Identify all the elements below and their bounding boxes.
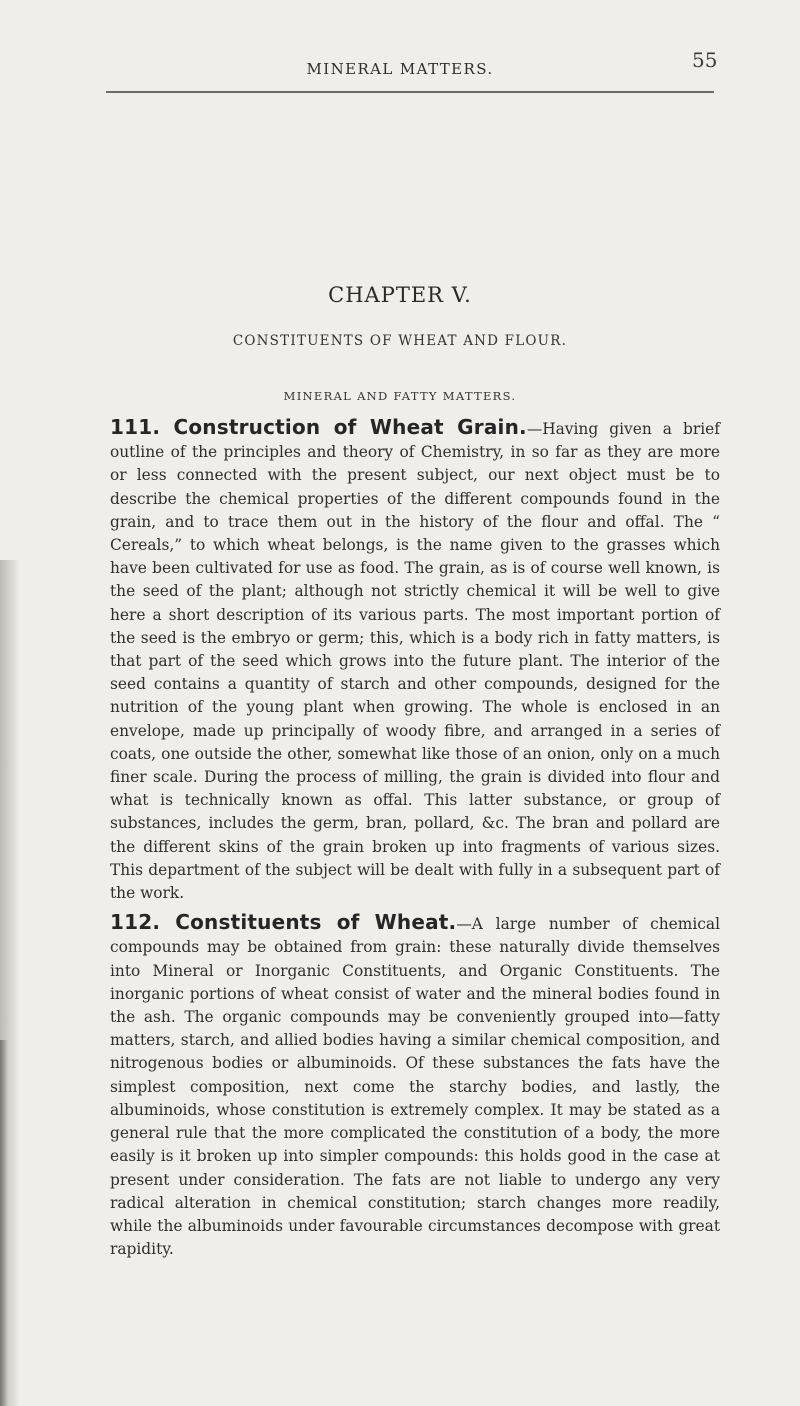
subsection-title: MINERAL AND FATTY MATTERS. <box>283 389 517 403</box>
paragraph-112 <box>110 911 720 1261</box>
paragraph-heading: 111. Construction of Wheat Grain. <box>110 415 527 439</box>
paragraph-111 <box>110 416 720 905</box>
chapter-title: CHAPTER V. <box>328 283 472 307</box>
paragraph-heading: 112. Constituents of Wheat. <box>110 910 457 935</box>
page-number: 55 <box>692 48 718 72</box>
page-edge-dark-shadow <box>0 1040 8 1406</box>
paragraph-body: —Having given a brief outline of the principles and theory of Chemistry, in so far as they are more or less connected with the present subject, our next object must be to describe the chemical properties of the different compounds found in the grain, and to trace them out in the history of the flour and offal. The “ Cereals,” to which wheat belongs, is the name given to the grasses which have been cultivated for use as food. The grain, as is of course well known, is the seed of the plant; although not strictly chemical it will be well to give here a short description of its various parts. The most important portion of the seed is the embryo or germ; this, which is a body rich in fatty matters, is that part of the seed which grows into the future plant. The interior of the seed contains a quantity of starch and other compounds, designed for the nutrition of the young plant when growing. The whole is enclosed in an envelope, made up principally of woody fibre, and arranged in a series of coats, one outside the other, somewhat like those of an onion, only on a much finer scale. During the process of milling, the grain is divided into flour and what is technically known as offal. This latter substance, or group of substances, includes the germ, bran, pollard, &c. The bran and pollard are the different skins of the grain broken up into fragments of various sizes. This department of the subject will be dealt with fully in a subsequent part of the work. <box>110 420 720 903</box>
body-text <box>110 416 720 1267</box>
section-title: CONSTITUENTS OF WHEAT AND FLOUR. <box>232 333 568 349</box>
header-rule <box>106 91 714 93</box>
running-head: MINERAL MATTERS. <box>306 60 494 78</box>
paragraph-body: —A large number of chemical compounds may be obtained from grain: these naturally divide themselves into Mineral or Inorganic Constituents, and Organic Constituents. The inorganic portions of wheat consist of water and the mineral bodies found in the ash. The organic compounds may be conveniently grouped into—fatty matters, starch, and allied bodies having a similar chemical composition, and nitrogenous bodies or albuminoids. Of these substances the fats have the simplest composition, next come the starchy bodies, and lastly, the albuminoids, whose constitution is extremely complex. It may be stated as a general rule that the more complicated the constitution of a body, the more easily is it broken up into simpler compounds: this holds good in the case at present under consideration. The fats are not liable to undergo any very radical alteration in chemical constitution; starch changes more readily, while the albuminoids under favourable circumstances decompose with great rapidity. <box>110 915 721 1259</box>
